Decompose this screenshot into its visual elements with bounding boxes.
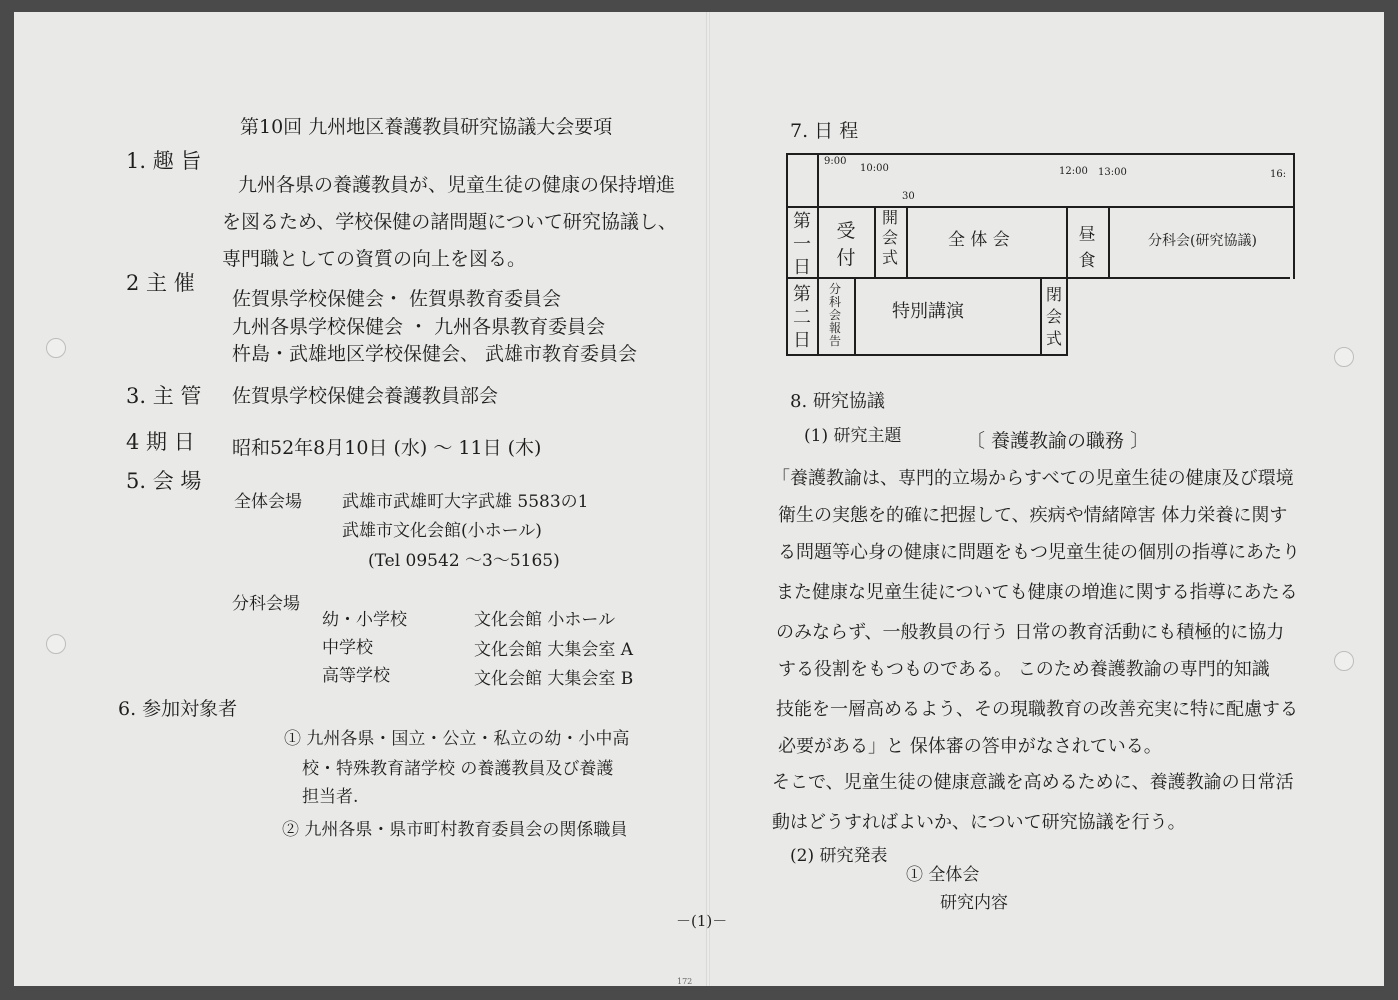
section-6-item2: ② 九州各県・県市町村教育委員会の関係職員 [282,820,628,840]
section-2-line: 杵島・武雄地区学校保健会、 武雄市教育委員会 [232,343,638,365]
section-8-body-line: する役割をもつものである。 このため養護教諭の専門的知識 [778,659,1270,680]
section-8-sub1-label: (1) 研究主題 [804,426,902,446]
page-number: －(1)－ [676,912,728,930]
breakout-place: 文化会館 大集会室 B [474,669,634,689]
breakout-school: 幼・小学校 [322,610,407,630]
section-1-line: 専門職としての資質の向上を図る。 [222,248,527,270]
document-sheet [14,12,1384,986]
section-5-heading: 5. 会 場 [126,469,202,493]
day2-label: 第二日 [793,284,811,351]
section-8-body-line: 「養護教諭は、専門的立場からすべての児童生徒の健康及び環境 [772,468,1294,489]
breakout-place: 文化会館 小ホール [474,610,616,630]
section-8-sub2-label: (2) 研究発表 [790,846,888,866]
section-3-text: 佐賀県学校保健会養護教員部会 [232,385,499,407]
section-8-body-line: のみならず、一般教員の行う 日常の教育活動にも積極的に協力 [776,622,1285,643]
section-8-body-line: 衛生の実態を的確に把握して、疾病や情緒障害 体力栄養に関す [778,505,1288,526]
breakout-school: 中学校 [322,638,373,658]
section-8-sub2-sub: 研究内容 [940,893,1008,913]
day1-reception: 受付 [836,220,856,269]
stamp-number: 172 [677,977,693,986]
section-8-body-line: る問題等心身の健康に問題をもつ児童生徒の個別の指導にあたり [778,542,1300,563]
section-7-heading: 7. 日 程 [790,120,859,142]
research-theme: 〔 養護教諭の職務 〕 [966,430,1150,452]
day1-plenary: 全 体 会 [948,230,1010,250]
section-8-body-line: 技能を一層高めるよう、その現職教育の改善充実に特に配慮する [776,699,1298,720]
time-label: 12:00 [1059,166,1088,177]
main-venue-line: (Tel 09542 ～3～5165) [368,551,560,571]
day2-lecture: 特別講演 [892,301,964,322]
day2-report: 分科会報告 [828,282,841,348]
main-venue-label: 全体会場 [234,492,302,512]
document-title: 第10回 九州地区養護教員研究協議大会要項 [240,116,613,138]
section-1-line: 九州各県の養護教員が、児童生徒の健康の保持増進 [238,174,676,196]
punch-hole-left-bottom [46,634,66,654]
section-2-line: 九州各県学校保健会 ・ 九州各県教育委員会 [232,316,606,338]
section-6-item1-line: ① 九州各県・国立・公立・私立の幼・小中高 [284,729,630,749]
time-label: 30 [902,191,915,202]
section-6-heading: 6. 参加対象者 [118,698,238,720]
center-fold [706,12,710,986]
day1-breakout: 分科会(研究協議) [1148,233,1257,249]
day1-opening: 開会式 [881,208,898,267]
time-label: 10:00 [860,163,889,174]
section-8-sub2-item: ① 全体会 [906,865,980,885]
day1-label: 第一日 [793,211,811,278]
section-8-heading: 8. 研究協議 [790,391,885,412]
section-4-heading: 4 期 日 [126,430,195,454]
section-3-heading: 3. 主 管 [126,384,202,408]
punch-hole-right-bottom [1334,651,1354,671]
day1-lunch: 昼食 [1078,225,1096,271]
time-label: 16: [1270,169,1287,180]
main-venue-line: 武雄市文化会館(小ホール) [342,521,542,541]
section-8-body-line: 動はどうすればよいか、について研究協議を行う。 [772,812,1186,833]
section-6-item1-line: 校・特殊教育諸学校 の養護教員及び養護 [302,759,614,779]
section-6-item1-line: 担当者. [302,787,359,807]
section-1-line: を図るため、学校保健の諸問題について研究協議し、 [222,211,677,233]
punch-hole-left-top [46,338,66,358]
section-8-body-line: また健康な児童生徒についても健康の増進に関する指導にあたる [776,582,1298,603]
section-8-body-line: 必要がある」と 保体審の答申がなされている。 [778,736,1162,757]
day2-closing: 閉会式 [1045,285,1062,348]
section-4-text: 昭和52年8月10日 (水) ～ 11日 (木) [232,437,542,459]
section-2-heading: 2 主 催 [126,271,195,295]
section-2-line: 佐賀県学校保健会・ 佐賀県教育委員会 [232,288,562,310]
breakout-school: 高等学校 [322,666,390,686]
breakout-venue-label: 分科会場 [232,594,300,614]
breakout-place: 文化会館 大集会室 A [474,640,634,660]
section-1-heading: 1. 趣 旨 [126,149,202,173]
time-label: 13:00 [1098,167,1127,178]
time-label: 9:00 [824,156,847,167]
punch-hole-right-top [1334,347,1354,367]
section-8-body-line: そこで、児童生徒の健康意識を高めるために、養護教諭の日常活 [772,772,1294,793]
main-venue-line: 武雄市武雄町大字武雄 5583の1 [342,492,589,512]
